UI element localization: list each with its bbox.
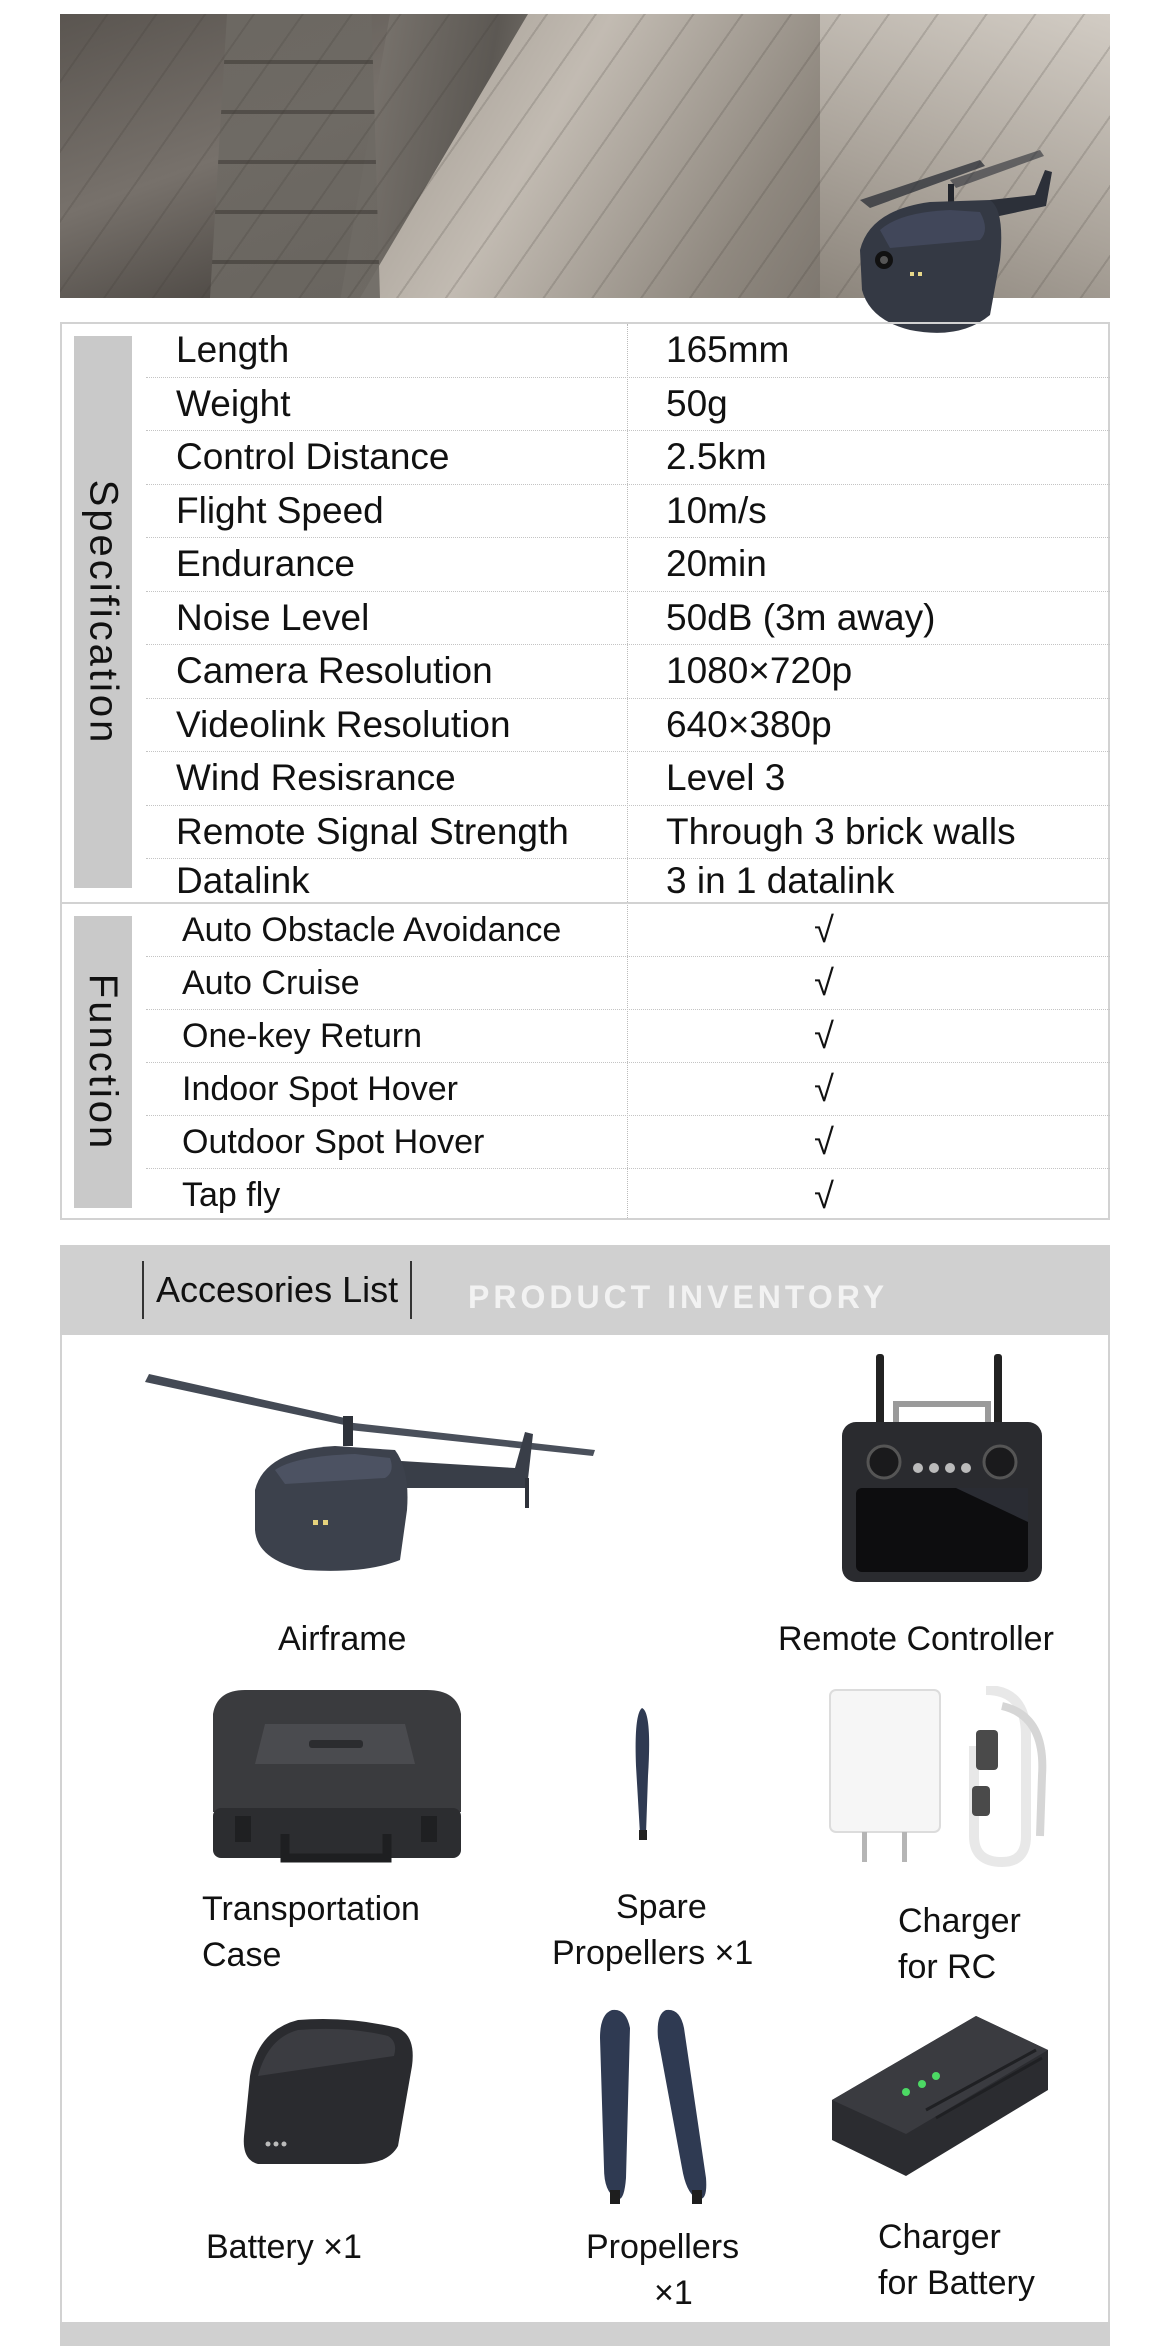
spec-row-videolink-resolution <box>146 699 1110 753</box>
rc-charger-image <box>826 1686 1058 1878</box>
function-row-indoor-hover <box>146 1063 1110 1116</box>
spec-value: 50dB (3m away) <box>666 596 936 638</box>
spec-row-length <box>146 324 1110 378</box>
hero-drone-image <box>840 140 1060 350</box>
transportation-case-label-2: Case <box>202 1936 282 1974</box>
spec-value: 3 in 1 datalink <box>666 859 895 901</box>
remote-controller-label: Remote Controller <box>778 1620 1054 1658</box>
spec-value: 10m/s <box>666 489 767 531</box>
spare-propeller-image <box>630 1706 660 1842</box>
function-key: Tap fly <box>182 1176 281 1214</box>
check-mark: √ <box>814 1121 834 1162</box>
spec-row-weight <box>146 378 1110 432</box>
remote-controller-image <box>836 1352 1056 1584</box>
accessories-subtitle: PRODUCT INVENTORY <box>468 1279 889 1315</box>
spec-value: 2.5km <box>666 436 767 478</box>
function-key: Auto Obstacle Avoidance <box>182 910 562 949</box>
function-key: One-key Return <box>182 1016 422 1055</box>
spec-row-remote-signal <box>146 806 1110 860</box>
accessories-header <box>60 1245 1110 1335</box>
function-section-label: Function <box>74 916 132 1208</box>
function-row-auto-cruise <box>146 957 1110 1010</box>
spec-key: Camera Resolution <box>176 650 493 692</box>
rc-charger-label-1: Charger <box>898 1902 1021 1940</box>
function-row-outdoor-hover <box>146 1116 1110 1169</box>
spec-row-control-distance <box>146 431 1110 485</box>
spec-value: 165mm <box>666 329 790 371</box>
spec-key: Noise Level <box>176 596 370 638</box>
check-mark: √ <box>814 1015 834 1056</box>
spare-propellers-label-1: Spare <box>616 1888 707 1926</box>
function-key: Indoor Spot Hover <box>182 1069 458 1108</box>
check-mark: √ <box>814 1174 834 1216</box>
function-row-one-key-return <box>146 1010 1110 1063</box>
spec-table <box>60 322 1110 1220</box>
spec-value: Through 3 brick walls <box>666 810 1016 852</box>
spec-value: 1080×720p <box>666 650 853 692</box>
airframe-image <box>145 1360 605 1580</box>
spec-key: Control Distance <box>176 436 450 478</box>
accessories-title: Accesories List <box>142 1261 412 1319</box>
function-key: Auto Cruise <box>182 963 360 1002</box>
function-row-obstacle-avoidance <box>146 904 1110 957</box>
spec-key: Endurance <box>176 543 355 585</box>
spec-value: 20min <box>666 543 767 585</box>
check-mark: √ <box>814 962 834 1003</box>
check-mark: √ <box>814 909 834 950</box>
battery-charger-image <box>826 2010 1054 2180</box>
spec-row-wind-resistance <box>146 752 1110 806</box>
check-mark: √ <box>814 1068 834 1109</box>
spec-key: Wind Resisrance <box>176 757 456 799</box>
spec-key: Remote Signal Strength <box>176 810 569 852</box>
battery-charger-label-1: Charger <box>878 2218 1001 2256</box>
spec-value: 640×380p <box>666 703 832 745</box>
bottom-band <box>60 2322 1110 2346</box>
spec-key: Flight Speed <box>176 489 384 531</box>
spec-value: 50g <box>666 382 728 424</box>
airframe-label: Airframe <box>278 1620 407 1658</box>
spec-value: Level 3 <box>666 757 786 799</box>
spec-key: Datalink <box>176 859 310 901</box>
battery-label: Battery ×1 <box>206 2228 362 2266</box>
function-key: Outdoor Spot Hover <box>182 1122 485 1161</box>
specification-section-label: Specification <box>74 336 132 888</box>
rc-charger-label-2: for RC <box>898 1948 997 1986</box>
spec-key: Videolink Resolution <box>176 703 511 745</box>
battery-image <box>238 2016 416 2168</box>
transportation-case-image <box>205 1684 467 1872</box>
transportation-case-label-1: Transportation <box>202 1890 420 1928</box>
spec-row-endurance <box>146 538 1110 592</box>
spec-key: Length <box>176 329 290 371</box>
battery-charger-label-2: for Battery <box>878 2264 1035 2302</box>
spec-row-camera-resolution <box>146 645 1110 699</box>
spec-row-datalink <box>146 859 1110 902</box>
spec-row-noise-level <box>146 592 1110 646</box>
spare-propellers-label-2: Propellers ×1 <box>552 1934 754 1972</box>
function-row-tap-fly <box>146 1169 1110 1222</box>
spec-key: Weight <box>176 382 291 424</box>
propellers-label-1: Propellers <box>586 2228 740 2266</box>
propellers-label-2: ×1 <box>654 2274 693 2312</box>
spec-row-flight-speed <box>146 485 1110 539</box>
propellers-image <box>596 2008 714 2208</box>
